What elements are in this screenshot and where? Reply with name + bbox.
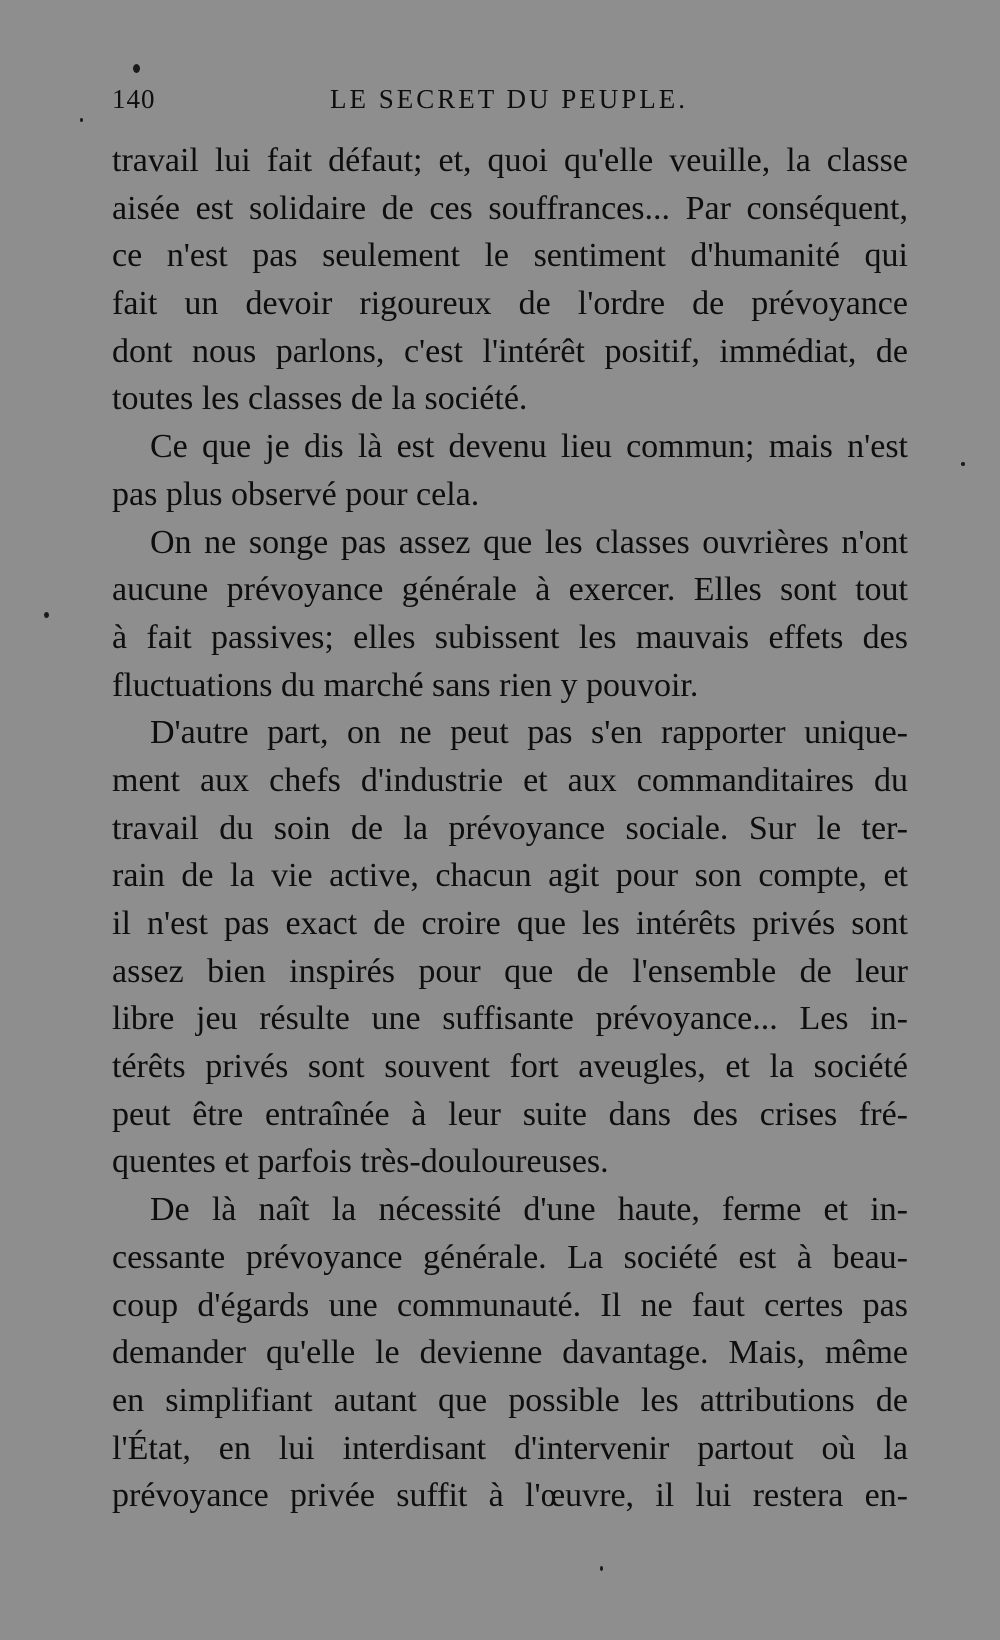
body-text [112, 137, 908, 1520]
text-line: demander qu'elle le devienne davantage. Mais, même [112, 1334, 908, 1372]
text-line: D'autre part, on ne peut pas s'en rapporter unique- [150, 714, 908, 752]
text-line: libre jeu résulte une suffisante prévoyance... Les in- [112, 1000, 908, 1038]
text-line: travail du soin de la prévoyance sociale. Sur le ter- [112, 809, 908, 847]
running-head: LE SECRET DU PEUPLE. [330, 84, 689, 114]
text-line: Ce que je dis là est devenu lieu commun; mais n'est [150, 428, 908, 466]
text-line: ment aux chefs d'industrie et aux commanditaires du [112, 761, 908, 799]
text-line: aucune prévoyance générale à exercer. Elles sont tout [112, 571, 908, 609]
ink-speck [80, 118, 83, 122]
text-line: à fait passives; elles subissent les mauvais effets des [112, 618, 908, 656]
page-number: 140 [112, 84, 156, 114]
text-line: toutes les classes de la société. [112, 380, 528, 418]
text-line: en simplifiant autant que possible les attributions de [112, 1381, 908, 1419]
text-line: aisée est solidaire de ces souffrances... Par conséquent, [112, 189, 908, 227]
text-line: l'État, en lui interdisant d'intervenir partout où la [112, 1429, 908, 1467]
text-line: coup d'égards une communauté. Il ne faut certes pas [112, 1286, 908, 1324]
text-line: peut être entraînée à leur suite dans des crises fré- [112, 1095, 908, 1133]
text-line: On ne songe pas assez que les classes ouvrières n'ont [150, 523, 908, 561]
text-line: il n'est pas exact de croire que les intérêts privés sont [112, 905, 908, 942]
text-line: assez bien inspirés pour que de l'ensemble de leur [112, 952, 908, 990]
ink-speck [133, 64, 140, 73]
text-line: fait un devoir rigoureux de l'ordre de prévoyance [112, 285, 908, 323]
text-line: dont nous parlons, c'est l'intérêt positif, immédiat, de [112, 332, 908, 370]
ink-speck [44, 612, 49, 618]
text-line: De là naît la nécessité d'une haute, ferme et in- [150, 1191, 908, 1229]
text-line: cessante prévoyance générale. La société est à beau- [112, 1238, 908, 1276]
text-line: quentes et parfois très-douloureuses. [112, 1143, 609, 1181]
text-line: ce n'est pas seulement le sentiment d'humanité qui [112, 237, 908, 275]
text-line: fluctuations du marché sans rien y pouvoir. [112, 666, 699, 704]
text-line: prévoyance privée suffit à l'œuvre, il lui restera en- [112, 1477, 908, 1515]
text-line: pas plus observé pour cela. [112, 475, 480, 513]
text-line: rain de la vie active, chacun agit pour son compte, et [112, 857, 908, 895]
page-header [112, 84, 908, 124]
text-line: travail lui fait défaut; et, quoi qu'elle veuille, la classe [112, 142, 908, 179]
text-line: térêts privés sont souvent fort aveugles, et la société [112, 1048, 908, 1086]
ink-speck [961, 462, 965, 466]
ink-speck [600, 1566, 603, 1571]
